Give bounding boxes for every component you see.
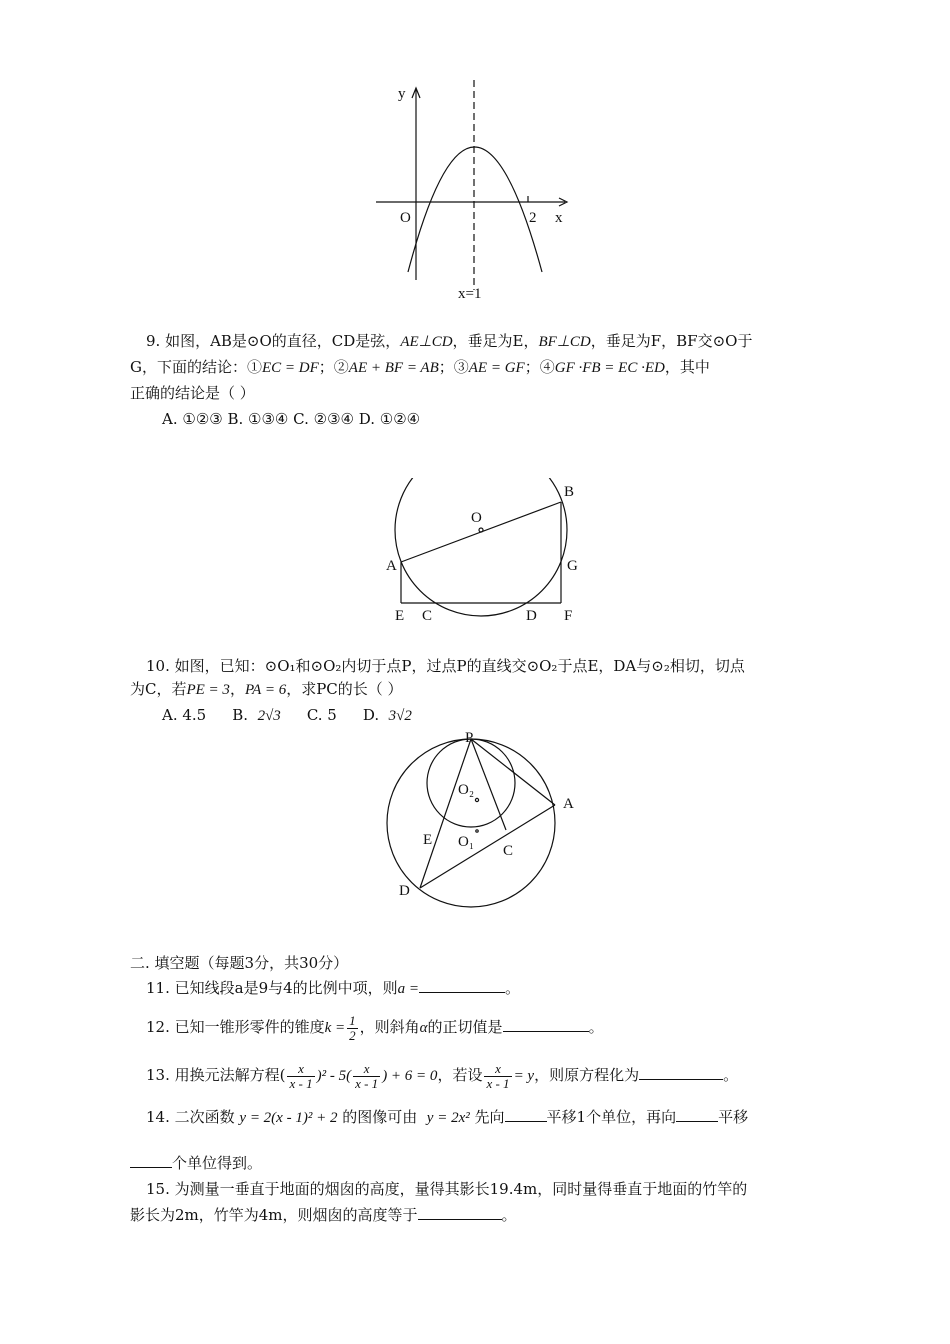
q15-answer-blank[interactable] <box>418 1205 502 1220</box>
origin-label: O <box>400 210 411 226</box>
q14-direction-blank-2[interactable] <box>676 1107 718 1122</box>
q10-pe: PE = 3 <box>186 682 230 698</box>
tangent-da <box>420 805 555 888</box>
label-d: D <box>526 608 537 624</box>
label-p: P <box>465 730 474 746</box>
label-c: C <box>422 608 433 624</box>
q12: 12. 已知一锥形零件的锥度k = $\frac{1}{2}$ ，则斜角α的正切值是 。 <box>146 1012 604 1043</box>
q9-line-3: 正确的结论是（ ） <box>130 384 255 402</box>
parabola-curve <box>408 147 542 272</box>
label-e: E <box>395 608 405 624</box>
q14-function-1: y = 2(x - 1)² + 2 <box>239 1110 338 1126</box>
q10-option-d-value: 3√2 <box>388 708 412 724</box>
section-2-title: 二. 填空题（每题3分，共30分） <box>130 954 349 972</box>
center-o1 <box>476 830 478 832</box>
q9-conclusion-2: AE + BF = AB <box>348 360 439 376</box>
q10-line-2: 为C，若PE = 3，PA = 6，求PC的长（ ） <box>130 680 403 698</box>
q9-condition-2: BF⊥CD <box>538 334 591 350</box>
q9-conclusion-3: AE = GF <box>468 360 525 376</box>
q12-fraction: $\frac{1}{2}$ <box>349 1012 356 1043</box>
q10-option-b-value: 2√3 <box>257 708 281 724</box>
q13-fraction-1: $\frac{x}{x - 1}$ <box>289 1060 313 1091</box>
label-d: D <box>399 883 410 899</box>
q11-answer-blank[interactable] <box>419 978 505 993</box>
center-o2 <box>475 798 478 801</box>
q9-options: A. ①②③ B. ①③④ C. ②③④ D. ①②④ <box>162 410 421 428</box>
q12-answer-blank[interactable] <box>503 1017 589 1032</box>
label-a: A <box>563 796 574 812</box>
q9-condition-1: AE⊥CD <box>400 334 453 350</box>
q9-line-1: 9. 如图，AB是⊙O的直径，CD是弦，AE⊥CD，垂足为E，BF⊥CD，垂足为F，BF交⊙O于 <box>146 332 753 350</box>
q10-line-1: 10. 如图，已知：⊙O₁和⊙O₂内切于点P，过点P的直线交⊙O₂于点E，DA与⊙₂相切，切点 <box>146 657 745 675</box>
q15-line-1: 15. 为测量一垂直于地面的烟囱的高度，量得其影长19.4m，同时量得垂直于地面的竹竿的 <box>146 1180 748 1198</box>
circle-o1 <box>387 739 555 907</box>
parabola-figure <box>360 80 590 310</box>
label-o: O <box>471 510 482 526</box>
q9-line-2: G，下面的结论：①EC = DF；②AE + BF = AB；③AE = GF；④GF ·FB = EC ·ED，其中 <box>130 358 710 376</box>
q15-line-2: 影长为2m，竹竿为4m，则烟囱的高度等于 。 <box>130 1206 517 1224</box>
q11: 11. 已知线段a是9与4的比例中项，则a = 。 <box>146 979 521 997</box>
symmetry-axis-label: x=1 <box>458 286 482 302</box>
q13-fraction-3: $\frac{x}{x - 1}$ <box>486 1060 510 1091</box>
q10-options: A. 4.5 B. 2√3 C. 5 D. 3√2 <box>162 706 412 724</box>
q9-circle-figure <box>380 478 590 628</box>
label-e: E <box>423 832 433 848</box>
q9-conclusion-4: GF ·FB = EC ·ED <box>554 360 665 376</box>
tick-label-2: 2 <box>529 210 537 226</box>
q10-pa: PA = 6 <box>244 682 287 698</box>
y-axis-label: y <box>398 86 406 102</box>
label-o2: O₂ <box>458 782 475 798</box>
label-a: A <box>386 558 397 574</box>
q14-direction-blank-1[interactable] <box>505 1107 547 1122</box>
x-axis-label: x <box>555 210 563 226</box>
label-f: F <box>564 608 573 624</box>
label-o1: O₁ <box>458 834 475 850</box>
q14-line-1: 14. 二次函数 y = 2(x - 1)² + 2 的图像可由 y = 2x² 先向 平移1个单位，再向 平移 <box>146 1108 749 1126</box>
q14-function-2: y = 2x² <box>426 1110 470 1126</box>
label-c: C <box>503 843 514 859</box>
q13-answer-blank[interactable] <box>639 1065 723 1080</box>
q14-units-blank[interactable] <box>130 1153 172 1168</box>
label-g: G <box>567 558 578 574</box>
q9-conclusion-1: EC = DF <box>261 360 319 376</box>
segment-pd <box>420 739 471 888</box>
center-point <box>479 528 483 532</box>
q13: 13. 用换元法解方程( $\frac{x}{x - 1}$ )² - 5( $\frac{x}{x - 1}$ ) + 6 = 0，若设 $\frac{x}{x - 1}$ = y，则原方程化为 。 <box>146 1060 739 1091</box>
q10-circle-figure <box>385 728 585 923</box>
circle-o <box>395 478 567 616</box>
q13-fraction-2: $\frac{x}{x - 1}$ <box>355 1060 379 1091</box>
q14-line-2: 个单位得到。 <box>130 1152 262 1174</box>
label-b: B <box>564 484 575 500</box>
